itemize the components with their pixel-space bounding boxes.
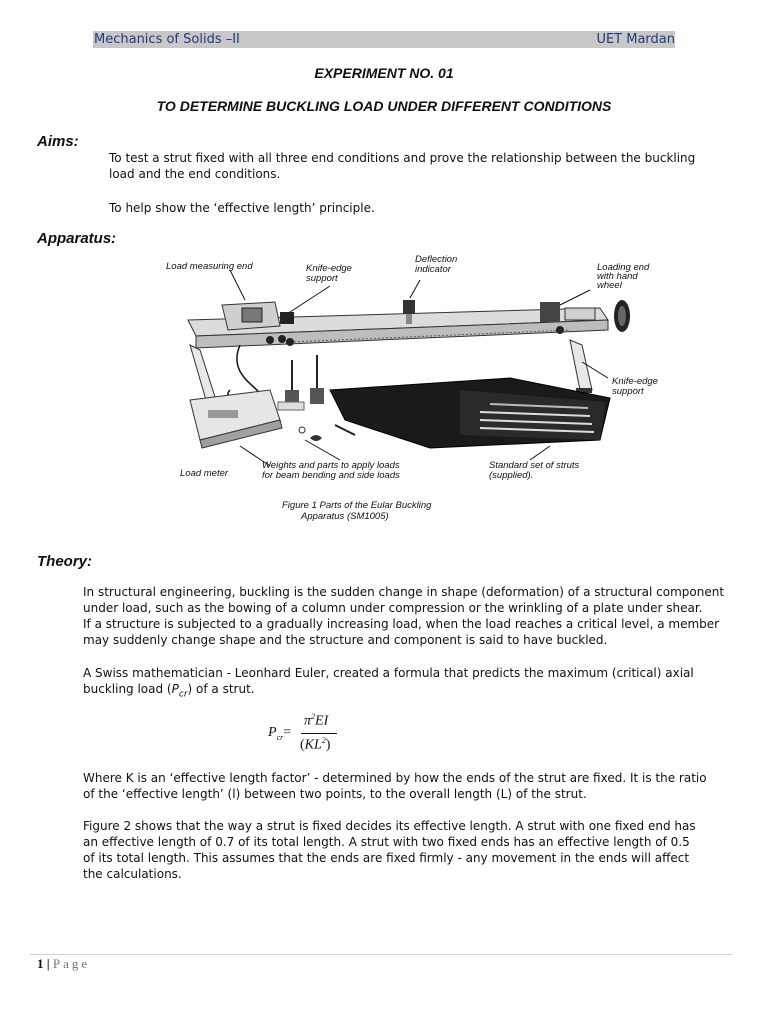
experiment-title: EXPERIMENT NO. 01 bbox=[314, 65, 454, 81]
page-footer bbox=[37, 956, 90, 972]
theory-p4-line: of its total length. This assumes that the ends are fixed firmly - any movement in the ends will affect bbox=[83, 851, 690, 865]
page-number: 1 bbox=[37, 956, 44, 971]
theory-p4-line: Figure 2 shows that the way a strut is fixed decides its effective length. A strut with one fixed end has bbox=[83, 819, 696, 833]
header-course: Mechanics of Solids –II bbox=[94, 32, 240, 47]
euler-formula bbox=[268, 712, 358, 756]
label-load-measuring-end: Load measuring end bbox=[166, 261, 253, 272]
aims-line-1: To test a strut fixed with all three end conditions and prove the relationship between the buckling bbox=[109, 151, 696, 165]
label-struts-2: (supplied). bbox=[489, 470, 534, 481]
theory-p3-line: of the ‘effective length’ (l) between two points, to the overall length (L) of the strut. bbox=[83, 787, 587, 801]
formula-numerator: $\pi^2EI$ bbox=[304, 712, 329, 729]
apparatus-illustration bbox=[130, 250, 635, 490]
theory-heading: Theory: bbox=[37, 553, 93, 570]
label-knife-edge-1b: support bbox=[306, 273, 338, 284]
formula-denominator: $(KL^2)$ bbox=[300, 736, 331, 753]
theory-p1-line: In structural engineering, buckling is the sudden change in shape (deformation) of a structural component bbox=[83, 585, 725, 599]
figure-caption-line-2: Apparatus (SM1005) bbox=[301, 511, 389, 522]
label-knife-edge-2: Knife-edge bbox=[612, 376, 658, 387]
label-knife-edge-2b: support bbox=[612, 386, 644, 397]
pcr-symbol: $P_{cr}$ bbox=[171, 682, 188, 700]
label-struts-1: Standard set of struts bbox=[489, 460, 580, 471]
theory-paragraph-2 bbox=[83, 665, 694, 702]
apparatus-figure bbox=[130, 250, 635, 490]
theory-paragraph-1 bbox=[83, 584, 724, 648]
label-loading-end-1: Loading end bbox=[597, 262, 650, 273]
theory-p1-line: under load, such as the bowing of a column under compression or the wrinkling of a plate under shear. bbox=[83, 601, 703, 615]
theory-p2-line-1: A Swiss mathematician - Leonhard Euler, created a formula that predicts the maximum (critical) axial bbox=[83, 666, 694, 680]
figure-caption-line-1: Figure 1 Parts of the Eular Buckling bbox=[282, 500, 432, 511]
formula-lhs: $P_{cr}=$ bbox=[268, 725, 292, 742]
experiment-subtitle: TO DETERMINE BUCKLING LOAD UNDER DIFFERENT CONDITIONS bbox=[156, 98, 612, 114]
theory-p1-line: If a structure is subjected to a gradually increasing load, when the load reaches a critical level, a member bbox=[83, 617, 720, 631]
aims-heading: Aims: bbox=[37, 133, 79, 150]
label-deflection-2: indicator bbox=[415, 264, 451, 275]
theory-p4-line: an effective length of 0.7 of its total length. A strut with two fixed ends has an effective length of 0.5 bbox=[83, 835, 690, 849]
fraction-bar bbox=[301, 733, 337, 734]
theory-paragraph-4 bbox=[83, 818, 696, 882]
label-loading-end-2: with hand bbox=[597, 271, 638, 282]
apparatus-heading: Apparatus: bbox=[37, 230, 117, 247]
label-weights-2: for beam bending and side loads bbox=[262, 470, 400, 481]
label-loading-end-3: wheel bbox=[597, 280, 622, 291]
aims-line-2: load and the end conditions. bbox=[109, 167, 281, 181]
page-label: Page bbox=[52, 956, 91, 971]
theory-p3-line: Where K is an ‘effective length factor’ - determined by how the ends of the strut are fixed. It is the ratio bbox=[83, 771, 707, 785]
header-institution: UET Mardan bbox=[596, 32, 675, 47]
theory-p2-line-2: buckling load $(P_{cr})$ of a strut. bbox=[83, 682, 255, 700]
aims-line-3: To help show the ‘effective length’ principle. bbox=[109, 201, 375, 215]
footer-separator: | bbox=[43, 956, 53, 971]
label-load-meter: Load meter bbox=[180, 468, 229, 479]
footer-divider bbox=[30, 954, 732, 955]
theory-p1-line: may suddenly change shape and the structure and component is said to have buckled. bbox=[83, 633, 608, 647]
theory-p4-line: the calculations. bbox=[83, 867, 182, 881]
label-knife-edge-1: Knife-edge bbox=[306, 263, 352, 274]
theory-paragraph-3 bbox=[83, 770, 707, 802]
label-deflection-1: Deflection bbox=[415, 254, 458, 265]
label-weights-1: Weights and parts to apply loads bbox=[262, 460, 400, 471]
